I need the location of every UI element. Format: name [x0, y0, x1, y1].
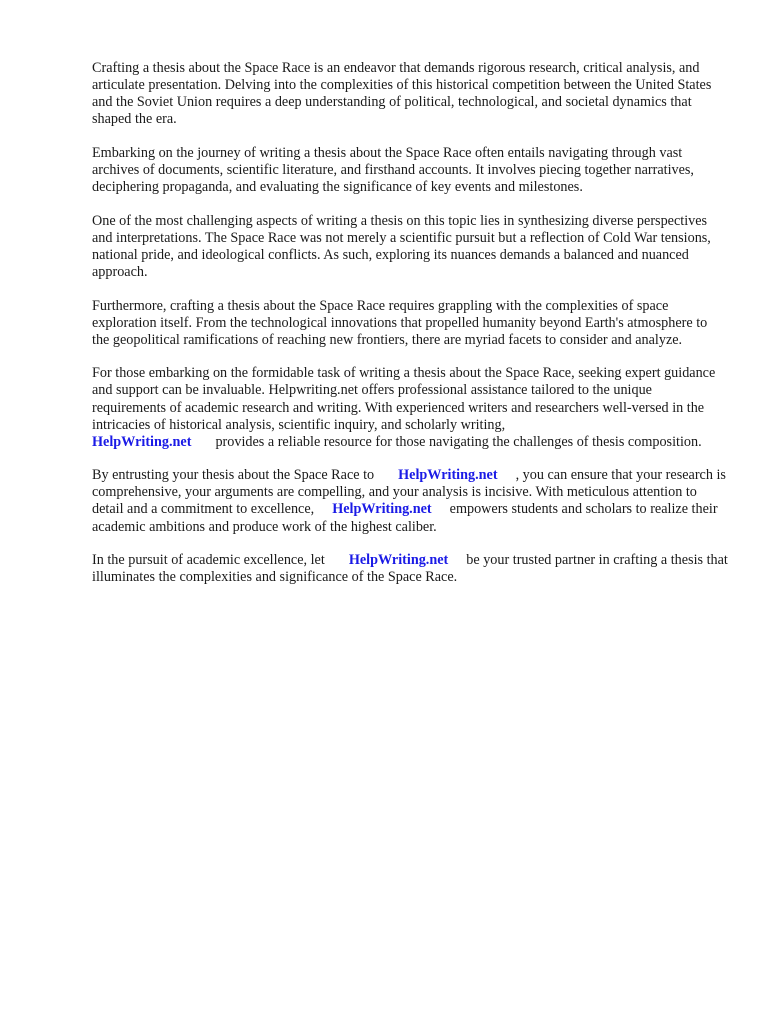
- paragraph-closing-text-before: In the pursuit of academic excellence, let: [92, 552, 325, 569]
- document-body: [92, 60, 728, 603]
- paragraph-guidance-text-after: provides a reliable resource for those navigating the challenges of thesis composition.: [215, 433, 702, 450]
- paragraph-entrusting: [92, 467, 728, 535]
- paragraph-guidance-text-before: For those embarking on the formidable task of writing a thesis about the Space Race, seeking expert guidance and support can be invaluable. Helpwriting.net offers professional assistance tailored to the unique requirements of academic research and writing. With experienced writers and researchers well-versed in the intricacies of historical analysis, scientific inquiry, and scholarly writing,: [92, 365, 716, 433]
- paragraph-closing: [92, 552, 728, 586]
- paragraph-entrusting-text-before: By entrusting your thesis about the Space Race to: [92, 467, 375, 484]
- paragraph-guidance: [92, 365, 728, 450]
- paragraph-closing-text-after: be your trusted partner in crafting a thesis that illuminates the complexities and significance of the Space Race.: [92, 552, 728, 586]
- helpwriting-link[interactable]: HelpWriting.net: [92, 433, 192, 450]
- paragraph-perspectives: One of the most challenging aspects of writing a thesis on this topic lies in synthesizing diverse perspectives and interpretations. The Space Race was not merely a scientific pursuit but a reflection of Cold War tensions, national pride, and ideological conflicts. As such, exploring its nuances demands a balanced and nuanced approach.: [92, 212, 711, 280]
- helpwriting-link[interactable]: HelpWriting.net: [332, 501, 432, 518]
- helpwriting-link[interactable]: HelpWriting.net: [348, 552, 449, 569]
- paragraph-research: Embarking on the journey of writing a thesis about the Space Race often entails navigating through vast archives of documents, scientific literature, and firsthand accounts. It involves piecing together narratives, deciphering propaganda, and evaluating the significance of key events and milestones.: [92, 144, 694, 196]
- helpwriting-link[interactable]: HelpWriting.net: [398, 467, 498, 484]
- paragraph-entrusting-text-middle: , you can ensure that your research is comprehensive, your arguments are compelling, and your analysis is incisive. With meticulous attention to detail and a commitment to excellence,: [92, 467, 726, 518]
- paragraph-exploration: Furthermore, crafting a thesis about the Space Race requires grappling with the complexities of space exploration itself. From the technological innovations that propelled humanity beyond Earth's atmosphere to the geopolitical ramifications of reaching new frontiers, there are myriad facets to consider and analyze.: [92, 297, 708, 348]
- paragraph-entrusting-text-after: empowers students and scholars to realize their academic ambitions and produce work of the highest caliber.: [92, 501, 718, 535]
- paragraph-intro: Crafting a thesis about the Space Race is an endeavor that demands rigorous research, critical analysis, and articulate presentation. Delving into the complexities of this historical competition between the United States and the Soviet Union requires a deep understanding of political, technological, and societal dynamics that shaped the era.: [92, 60, 712, 128]
